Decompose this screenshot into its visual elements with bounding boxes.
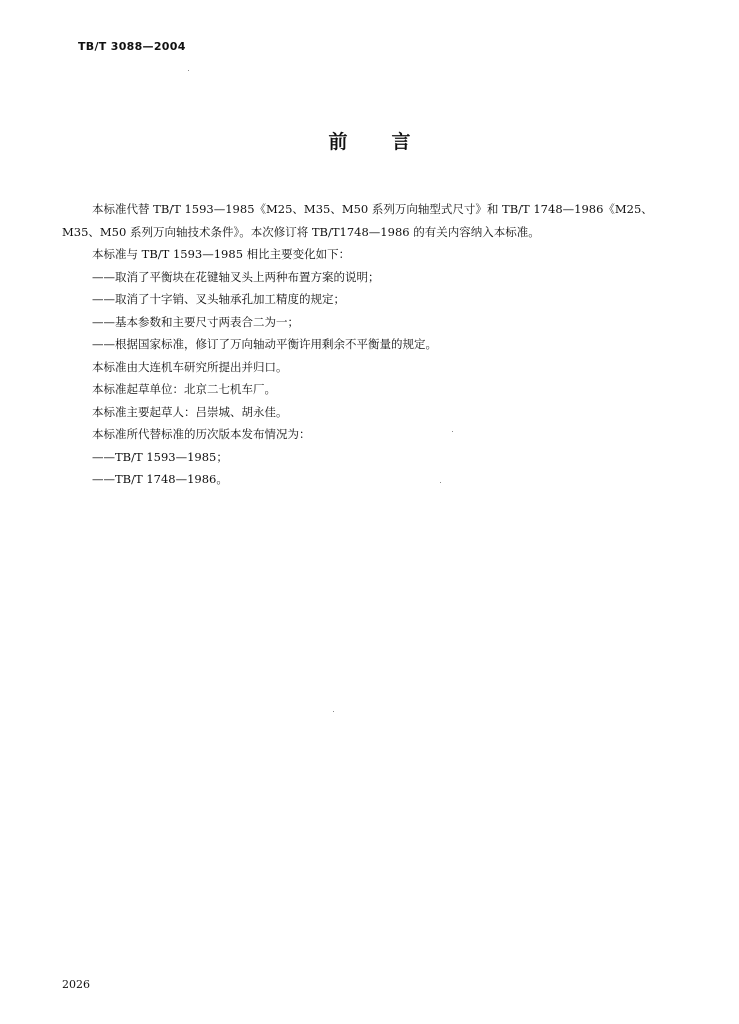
history-item-1: ——TB/T 1593—1985； [92, 449, 228, 464]
scan-speck [452, 431, 453, 432]
change-item-4: ——根据国家标准，修订了万向轴动平衡许用剩余不平衡量的规定。 [92, 337, 437, 351]
change-item-3: ——基本参数和主要尺寸两表合二为一； [92, 314, 299, 329]
scan-speck [333, 711, 334, 712]
history-item-2: ——TB/T 1748—1986。 [92, 472, 228, 486]
page-title: 前言 [328, 131, 455, 153]
scan-speck [440, 482, 441, 483]
paragraph-history-intro: 本标准所代替标准的历次版本发布情况为： [92, 427, 311, 441]
page-number: 2026 [62, 978, 90, 991]
paragraph-proposer: 本标准由大连机车研究所提出并归口。 [92, 359, 288, 374]
paragraph-replacement-line1: 本标准代替 TB/T 1593—1985《M25、M35、M50 系列万向轴型式尺寸》和 TB/T 1748—1986《M25、 [92, 202, 653, 216]
change-item-1: ——取消了平衡块在花键轴叉头上两种布置方案的说明； [92, 269, 380, 284]
standard-code: TB/T 3088—2004 [78, 40, 186, 53]
foreword-body [62, 198, 682, 491]
scan-speck [188, 70, 189, 71]
paragraph-drafters: 本标准主要起草人：吕崇城、胡永佳。 [92, 404, 288, 419]
paragraph-replacement-line2: M35、M50 系列万向轴技术条件》。本次修订将 TB/T1748—1986 的有关内容纳入本标准。 [62, 224, 540, 239]
paragraph-drafting-unit: 本标准起草单位：北京二七机车厂。 [92, 382, 276, 396]
change-item-2: ——取消了十字销、叉头轴承孔加工精度的规定； [92, 292, 345, 306]
paragraph-changes-intro: 本标准与 TB/T 1593—1985 相比主要变化如下： [92, 247, 351, 261]
